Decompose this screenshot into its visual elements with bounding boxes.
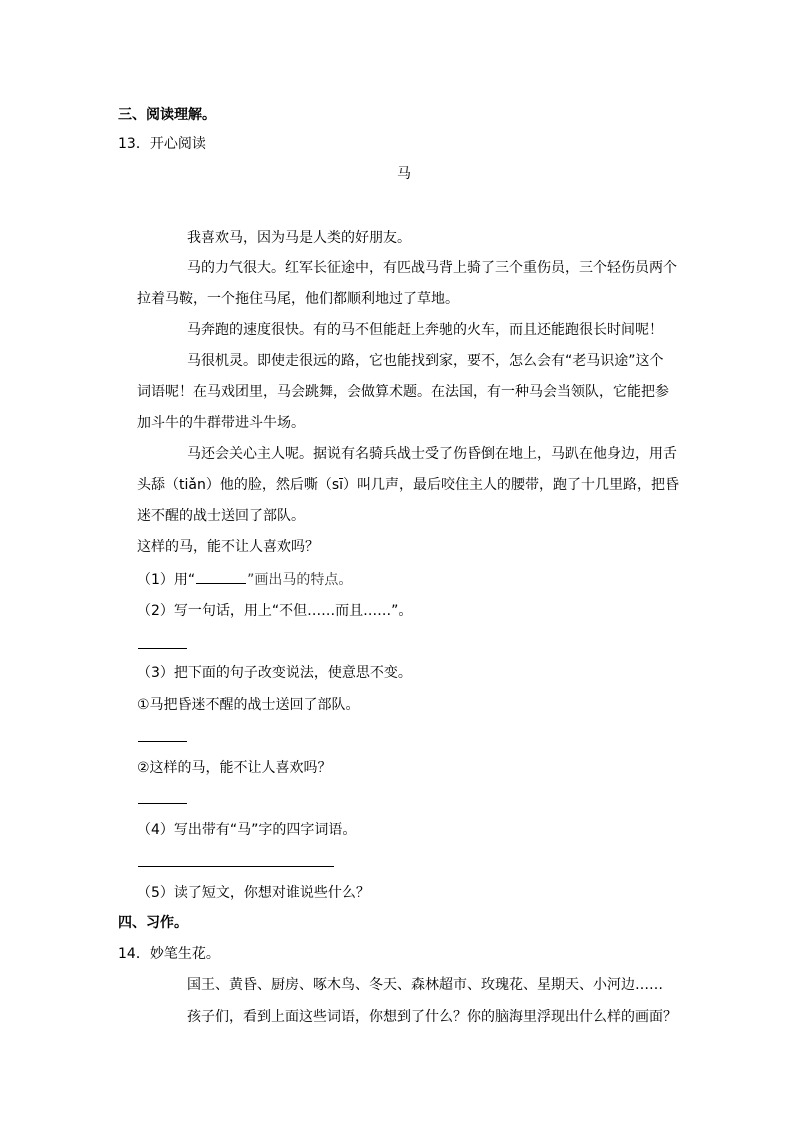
passage-paragraph-1: 我喜欢马，因为马是人类的好朋友。 (187, 230, 411, 246)
sub-question-5: （5）读了短文，你想对谁说些什么？ (137, 885, 370, 901)
question-number: 14． (118, 946, 150, 962)
writing-prompt: 孩子们，看到上面这些词语，你想到了什么？你的脑海里浮现出什么样的画面？ (187, 1009, 677, 1025)
word-list: 国王、黄昏、厨房、啄木鸟、冬天、森林超市、玫瑰花、星期天、小河边…… (187, 977, 663, 993)
passage-paragraph-5-line-3: 迷不醒的战士送回了部队。 (137, 508, 305, 524)
passage-paragraph-4-line-2: 词语呢！在马戏团里，马会跳舞，会做算术题。在法国，有一种马会当领队，它能把参 (137, 384, 669, 400)
passage-paragraph-4-line-1: 马很机灵。即使走很远的路，它也能找到家，要不，怎么会有“老马识途”这个 (187, 353, 664, 369)
passage-paragraph-4-line-3: 加斗牛的牛群带进斗牛场。 (137, 415, 305, 431)
passage-paragraph-3: 马奔跑的速度很快。有的马不但能赶上奔驰的火车，而且还能跑很长时间呢！ (187, 322, 663, 338)
sub-question-1-suffix: ”画出马的特点。 (247, 572, 353, 588)
passage-paragraph-5-line-2: 头舔（tiǎn）他的脸，然后嘶（sī）叫几声，最后咬住主人的腰带，跑了十几里路，把昏 (137, 477, 680, 493)
answer-blank-q2[interactable] (138, 648, 187, 649)
passage-title: 马 (397, 166, 411, 182)
section-heading-writing: 四、习作。 (118, 915, 188, 931)
passage-paragraph-2-line-2: 拉着马鞍，一个拖住马尾，他们都顺利地过了草地。 (137, 291, 459, 307)
section-heading-reading: 三、阅读理解。 (118, 107, 216, 123)
question-title: 开心阅读 (149, 136, 206, 152)
answer-blank-q4[interactable] (138, 866, 334, 867)
passage-paragraph-5-line-1: 马还会关心主人呢。据说有名骑兵战士受了伤昏倒在地上，马趴在他身边，用舌 (187, 446, 677, 462)
answer-blank-q3-1[interactable] (138, 741, 187, 742)
question-14-header (118, 946, 220, 962)
question-title: 妙笔生花。 (149, 946, 220, 962)
sub-question-1 (137, 571, 352, 588)
sub-question-3-item-2: ②这样的马，能不让人喜欢吗？ (137, 760, 332, 776)
passage-closing: 这样的马，能不让人喜欢吗？ (137, 539, 319, 555)
sub-question-2: （2）写一句话，用上“不但……而且……”。 (137, 603, 413, 619)
sub-question-3-item-1: ①马把昏迷不醒的战士送回了部队。 (137, 697, 360, 713)
passage-paragraph-2-line-1: 马的力气很大。红军长征途中，有匹战马背上骑了三个重伤员，三个轻伤员两个 (187, 260, 677, 276)
sub-question-3: （3）把下面的句子改变说法，使意思不变。 (137, 665, 412, 681)
sub-question-4: （4）写出带有“马”字的四字词语。 (137, 822, 357, 838)
underline-sample (196, 571, 246, 584)
question-number: 13． (118, 136, 150, 152)
answer-blank-q3-2[interactable] (138, 803, 187, 804)
question-13-header (118, 136, 206, 152)
sub-question-1-prefix: （1）用“ (137, 572, 196, 588)
